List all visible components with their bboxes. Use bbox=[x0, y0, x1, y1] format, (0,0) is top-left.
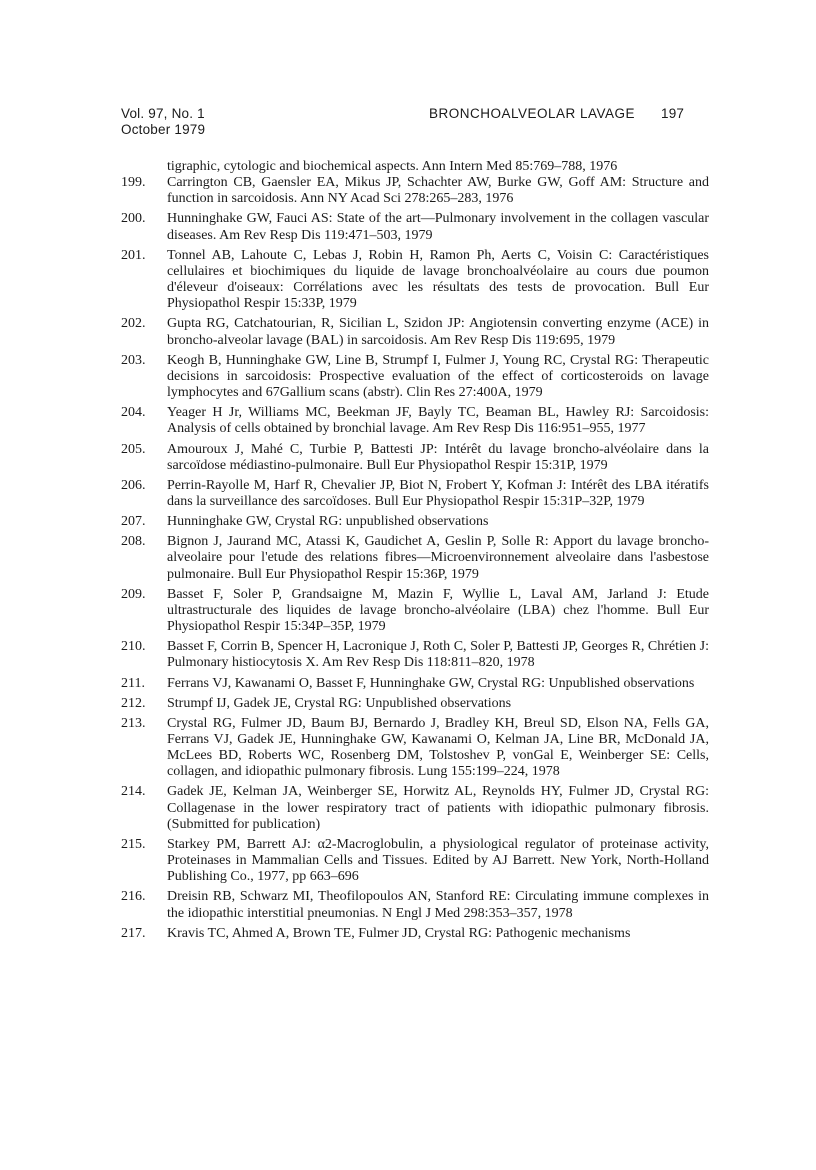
reference-number: 201. bbox=[121, 247, 146, 263]
reference-number: 215. bbox=[121, 836, 146, 852]
reference-number: 217. bbox=[121, 925, 146, 941]
reference-text: Gadek JE, Kelman JA, Weinberger SE, Horwitz AL, Reynolds HY, Fulmer JD, Crystal RG: Collagenase in the lower respiratory tract of patients with idiopathic pulmonary fibrosis. (Submitted for publication) bbox=[167, 784, 709, 832]
reference-item bbox=[121, 353, 709, 401]
reference-text: Hunninghake GW, Crystal RG: unpublished observations bbox=[167, 514, 489, 530]
reference-list bbox=[121, 159, 709, 946]
reference-number: 202. bbox=[121, 316, 146, 332]
reference-number: 205. bbox=[121, 441, 146, 457]
reference-text: Strumpf IJ, Gadek JE, Crystal RG: Unpublished observations bbox=[167, 695, 512, 711]
reference-text: Starkey PM, Barrett AJ: α2-Macroglobulin, a physiological regulator of proteinase activity, Proteinases in Mammalian Cells and Tissues. Edited by AJ Barrett. New York, North-Holland Publishing Co., 1977, pp 663–696 bbox=[167, 836, 709, 885]
reference-item bbox=[121, 514, 709, 530]
reference-text: Keogh B, Hunninghake GW, Line B, Strumpf I, Fulmer J, Young RC, Crystal RG: Therapeutic decisions in sarcoidosis: Prospective evaluation of the effect of corticosteroids on lavage lymphocytes and 67Gallium scans (abstr). Clin Res 27:400A, 1979 bbox=[167, 352, 709, 401]
reference-text: Hunninghake GW, Fauci AS: State of the art—Pulmonary involvement in the collagen vascular diseases. Am Rev Resp Dis 119:471–503, 1979 bbox=[167, 211, 709, 243]
reference-text: Crystal RG, Fulmer JD, Baum BJ, Bernardo J, Bradley KH, Breul SD, Elson NA, Fells GA, Ferrans VJ, Gadek JE, Hunninghake GW, Kawanami O, Kelman JA, Line BR, McDonald JA, McLees BD, Roberts WC, Rosenberg DM, Tolstoshev P, vonGal E, Weinberger SE: Cells, collagen, and idiopathic pulmonary fibrosis. Lung 155:199–224, 1978 bbox=[167, 715, 709, 780]
reference-number: 213. bbox=[121, 715, 146, 731]
reference-text: Dreisin RB, Schwarz MI, Theofilopoulos AN, Stanford RE: Circulating immune complexes in the idiopathic interstitial pneumonias. N Engl J Med 298:353–357, 1978 bbox=[167, 889, 709, 921]
reference-number: 204. bbox=[121, 405, 146, 421]
reference-item bbox=[121, 696, 709, 712]
issue-date: October 1979 bbox=[121, 122, 206, 137]
reference-text: Yeager H Jr, Williams MC, Beekman JF, Bayly TC, Beaman BL, Hawley RJ: Sarcoidosis: Analysis of cells obtained by bronchial lavage. Am Rev Resp Dis 116:951–955, 1977 bbox=[167, 405, 709, 437]
reference-item bbox=[121, 211, 709, 243]
reference-number: 207. bbox=[121, 514, 146, 530]
reference-number: 206. bbox=[121, 477, 146, 493]
reference-text: Gupta RG, Catchatourian, R, Sicilian L, Szidon JP: Angiotensin converting enzyme (ACE) in broncho-alveolar lavage (BAL) in sarcoidosis. Am Rev Resp Dis 119:695, 1979 bbox=[167, 316, 709, 348]
reference-item bbox=[121, 784, 709, 832]
reference-text: Amouroux J, Mahé C, Turbie P, Battesti JP: Intérêt du lavage broncho-alvéolaire dans la sarcoïdose médiastino-pulmonaire. Bull Eur Physiopathol Respir 15:31P, 1979 bbox=[167, 441, 709, 473]
reference-item bbox=[121, 926, 709, 942]
reference-item bbox=[121, 478, 709, 510]
reference-item bbox=[121, 716, 709, 781]
reference-text: Bignon J, Jaurand MC, Atassi K, Gaudichet A, Geslin P, Solle R: Apport du lavage broncho-alveolaire pour l'etude des relations fibres—Microenvironnement alveolaire dans l'asbestose pulmonaire. Bull Eur Physiopathol Respir 15:36P, 1979 bbox=[167, 534, 709, 582]
page-number: 197 bbox=[661, 106, 685, 121]
reference-item bbox=[121, 405, 709, 437]
reference-number: 208. bbox=[121, 534, 146, 550]
reference-text: Perrin-Rayolle M, Harf R, Chevalier JP, Biot N, Frobert Y, Kofman J: Intérêt des LBA itératifs dans la surveillance des sarcoïdoses. Bull Eur Physiopathol Respir 15:31P–32P, 1979 bbox=[167, 477, 709, 509]
reference-number: 216. bbox=[121, 889, 146, 905]
reference-text: Kravis TC, Ahmed A, Brown TE, Fulmer JD, Crystal RG: Pathogenic mechanisms bbox=[167, 925, 631, 941]
reference-number: 211. bbox=[121, 675, 145, 691]
reference-number: 210. bbox=[121, 639, 146, 655]
reference-number: 203. bbox=[121, 352, 146, 368]
reference-item bbox=[121, 316, 709, 348]
reference-text: Basset F, Corrin B, Spencer H, Lacronique J, Roth C, Soler P, Battesti JP, Georges R, Chrétien J: Pulmonary histiocytosis X. Am Rev Resp Dis 118:811–820, 1978 bbox=[167, 639, 709, 671]
reference-text: Basset F, Soler P, Grandsaigne M, Mazin F, Wyllie L, Laval AM, Jarland J: Etude ultrastructurale des liquides de lavage broncho-alvéolaire (LBA) chez l'homme. Bull Eur Physiopathol Respir 15:34P–35P, 1979 bbox=[167, 586, 709, 635]
reference-item bbox=[121, 639, 709, 671]
running-title: BRONCHOALVEOLAR LAVAGE bbox=[429, 106, 636, 121]
reference-item bbox=[121, 889, 709, 921]
reference-number: 200. bbox=[121, 211, 146, 227]
reference-text: Carrington CB, Gaensler EA, Mikus JP, Schachter AW, Burke GW, Goff AM: Structure and function in sarcoidosis. Ann NY Acad Sci 278:265–283, 1976 bbox=[167, 175, 709, 207]
journal-issue-info bbox=[121, 106, 205, 138]
reference-number: 214. bbox=[121, 784, 146, 800]
reference-text: Ferrans VJ, Kawanami O, Basset F, Hunninghake GW, Crystal RG: Unpublished observations bbox=[167, 675, 695, 691]
reference-number: 209. bbox=[121, 586, 146, 602]
reference-continuation: tigraphic, cytologic and biochemical aspects. Ann Intern Med 85:769–788, 1976 bbox=[167, 159, 618, 174]
reference-entries bbox=[121, 175, 709, 946]
reference-item bbox=[121, 534, 709, 582]
reference-item bbox=[121, 442, 709, 474]
reference-number: 212. bbox=[121, 695, 146, 711]
reference-item bbox=[121, 248, 709, 313]
reference-text: Tonnel AB, Lahoute C, Lebas J, Robin H, Ramon Ph, Aerts C, Voisin C: Caractéristiques cellulaires et biochimiques du liquide de lavage bronchoalvéolaire au cours due poumon d'éleveur d'oiseaux: Corrélations avec les résultats des tests de provocation. Bull Eur Physiopathol Respir 15:33P, 1979 bbox=[167, 247, 709, 312]
reference-number: 199. bbox=[121, 175, 146, 191]
reference-item bbox=[121, 676, 709, 692]
reference-item bbox=[121, 587, 709, 635]
reference-item bbox=[121, 175, 709, 207]
reference-item bbox=[121, 837, 709, 885]
volume-label: Vol. 97, No. 1 bbox=[121, 106, 205, 121]
